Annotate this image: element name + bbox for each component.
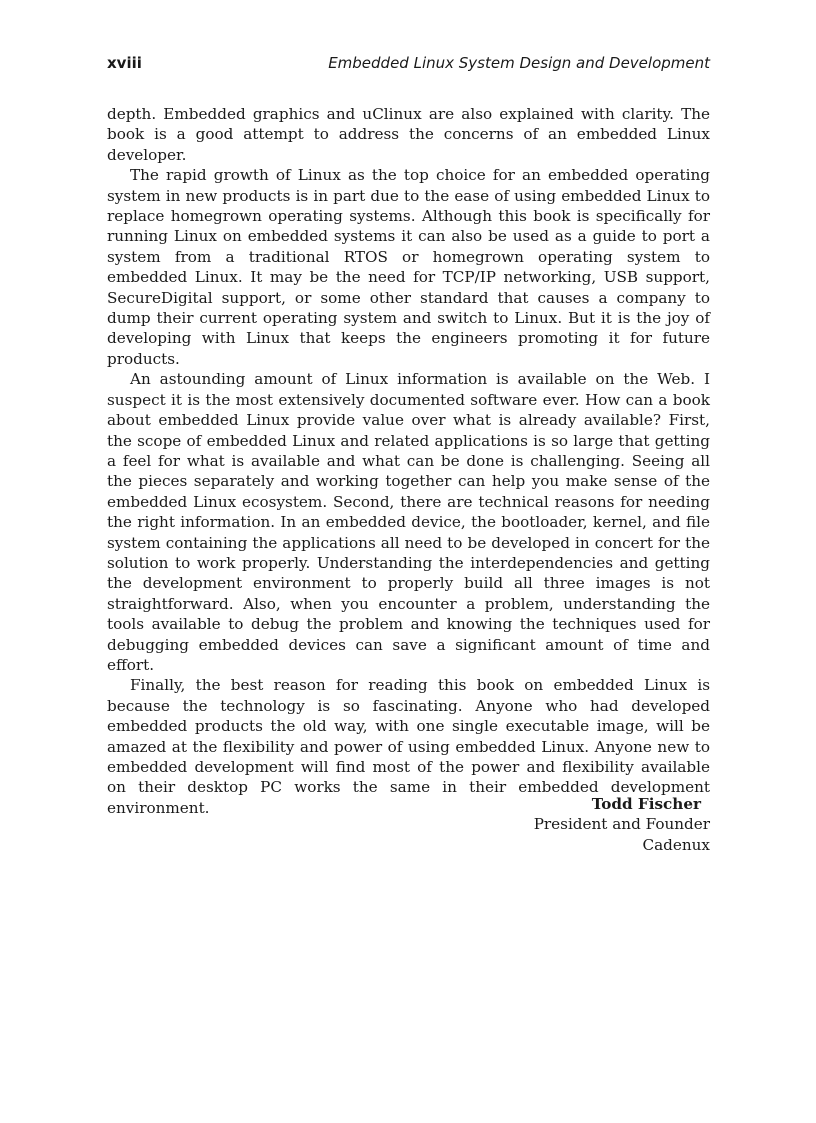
paragraph-information: An astounding amount of Linux information is available on the Web. I suspect it is the most extensively documented software ever. How can a book about embedded Linux provide value over what is already available? First, the scope of embedded Linux and related applications is so large that getting a feel for what is available and what can be done is challenging. Seeing all the pieces separately and working together can help you make sense of the embedded Linux ecosystem. Second, there are technical reasons for needing the right information. In an embedded device, the bootloader, kernel, and file system containing the applications all need to be developed in concert for the solution to work properly. Understanding the interdependencies and getting the development environment to properly build all three images is not straightforward. Also, when you encounter a problem, understanding the tools available to debug the problem and knowing the techniques used for debugging embedded devices can save a significant amount of time and effort. bbox=[107, 370, 710, 674]
running-title: Embedded Linux System Design and Development bbox=[328, 54, 710, 72]
paragraph-growth: The rapid growth of Linux as the top choice for an embedded operating system in new products is in part due to the ease of using embedded Linux to replace homegrown operating systems. Although this book is specifically for running Linux on embedded systems it can also be used as a guide to port a system from a traditional RTOS or homegrown operating system to embedded Linux. It may be the need for TCP/IP networking, USB support, SecureDigital support, or some other standard that causes a company to dump their current operating system and switch to Linux. But it is the joy of developing with Linux that keeps the engineers promoting it for future products. bbox=[107, 166, 710, 368]
signature-name: Todd Fischer bbox=[591, 795, 701, 813]
signature-block bbox=[107, 794, 710, 855]
signature-company: Cadenux bbox=[642, 835, 710, 854]
body-text bbox=[107, 104, 710, 818]
page-header bbox=[107, 54, 710, 76]
signature-title: President and Founder bbox=[533, 815, 710, 834]
paragraph-conclusion: Finally, the best reason for reading this book on embedded Linux is because the technology is so fascinating. Anyone who had developed embedded products the old way, with one single executable image, will be amazed at the flexibility and power of using embedded Linux. Anyone new to embedded development will find most of the power and flexibility available on their desktop PC works the same in their embedded development environment. bbox=[107, 676, 710, 817]
paragraph-continued: depth. Embedded graphics and uClinux are also explained with clarity. The book is a good attempt to address the concerns of an embedded Linux developer. bbox=[107, 105, 710, 164]
page-number: xviii bbox=[107, 54, 142, 72]
